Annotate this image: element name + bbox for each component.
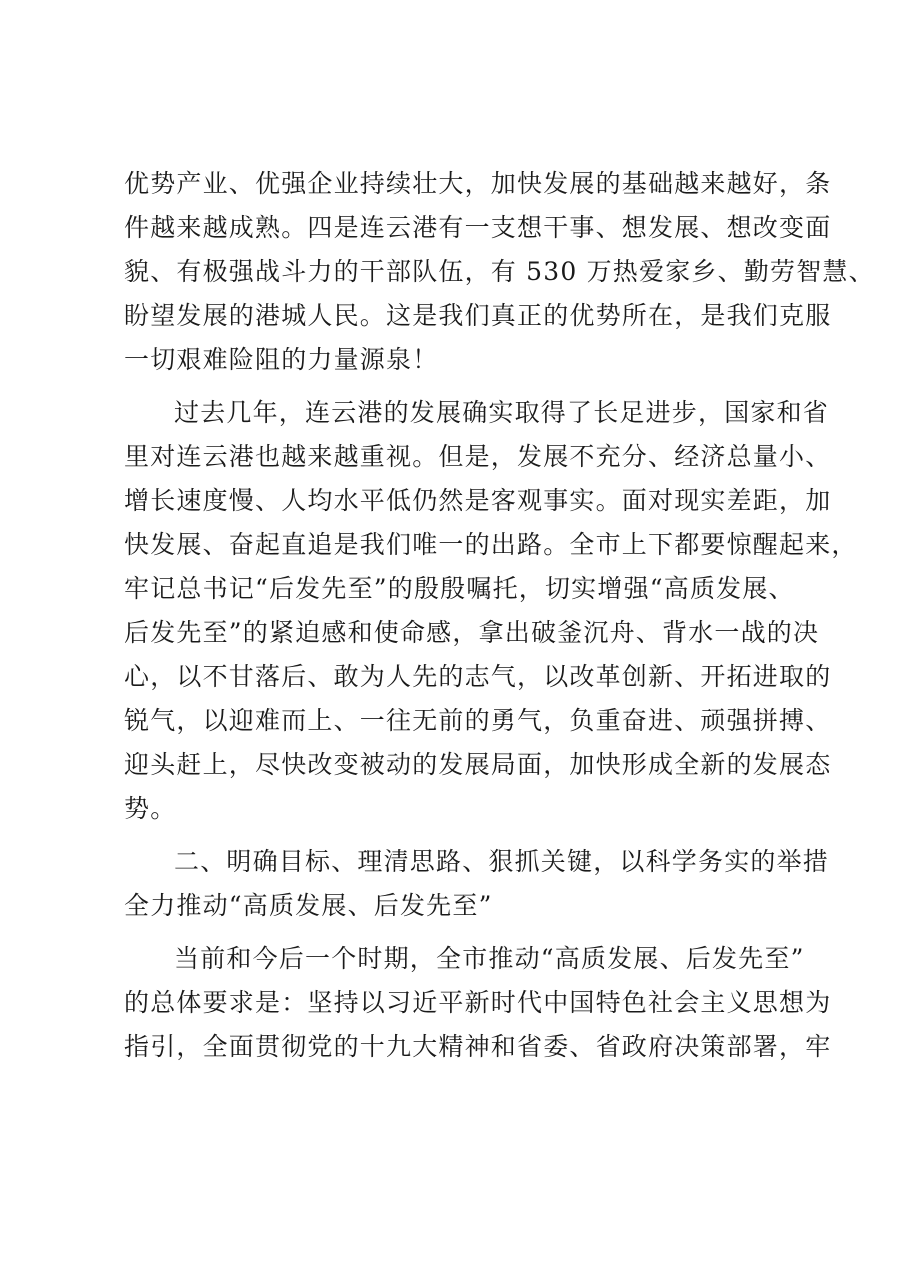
text-line: 里对连云港也越来越重视。但是，发展不充分、经济总量小、	[124, 442, 832, 471]
text-line: 快发展、奋起直追是我们唯一的出路。全市上下都要惊醒起来，	[124, 530, 858, 559]
text-line: 当前和今后一个时期，全市推动“高质发展、后发先至”	[174, 944, 805, 973]
text-line: 盼望发展的港城人民。这是我们真正的优势所在，是我们克服	[124, 301, 832, 330]
text-line: 锐气，以迎难而上、一往无前的勇气，负重奋进、顽强拼搏、	[124, 706, 832, 735]
section-heading	[124, 840, 830, 928]
text-line: 貌、有极强战斗力的干部队伍，有 530 万热爱家乡、勤劳智慧、	[124, 257, 875, 286]
text-line: 的总体要求是：坚持以习近平新时代中国特色社会主义思想为	[124, 988, 832, 1017]
text-line: 势。	[124, 794, 177, 823]
document-body	[124, 162, 875, 1069]
paragraph-continuation	[124, 162, 875, 382]
text-line: 增长速度慢、人均水平低仍然是客观事实。面对现实差距，加	[124, 486, 832, 515]
text-line: 一切艰难险阻的力量源泉！	[124, 345, 439, 374]
text-line: 后发先至”的紧迫感和使命感，拿出破釜沉舟、背水一战的决	[124, 618, 820, 647]
text-line: 指引，全面贯彻党的十九大精神和省委、省政府决策部署，牢	[124, 1032, 832, 1061]
heading-line: 全力推动“高质发展、后发先至”	[124, 891, 493, 920]
text-line: 迎头赶上，尽快改变被动的发展局面，加快形成全新的发展态	[124, 750, 832, 779]
text-line: 件越来越成熟。四是连云港有一支想干事、想发展、想改变面	[124, 213, 832, 242]
text-line: 心，以不甘落后、敢为人先的志气，以改革创新、开拓进取的	[124, 662, 832, 691]
heading-line: 二、明确目标、理清思路、狠抓关键，以科学务实的举措	[174, 847, 830, 876]
text-line: 牢记总书记“后发先至”的殷殷嘱托，切实增强“高质发展、	[124, 574, 795, 603]
paragraph-requirements	[124, 937, 832, 1069]
text-line: 优势产业、优强企业持续壮大，加快发展的基础越来越好，条	[124, 169, 832, 198]
text-line: 过去几年，连云港的发展确实取得了长足进步，国家和省	[174, 398, 830, 427]
paragraph-progress	[124, 391, 858, 831]
